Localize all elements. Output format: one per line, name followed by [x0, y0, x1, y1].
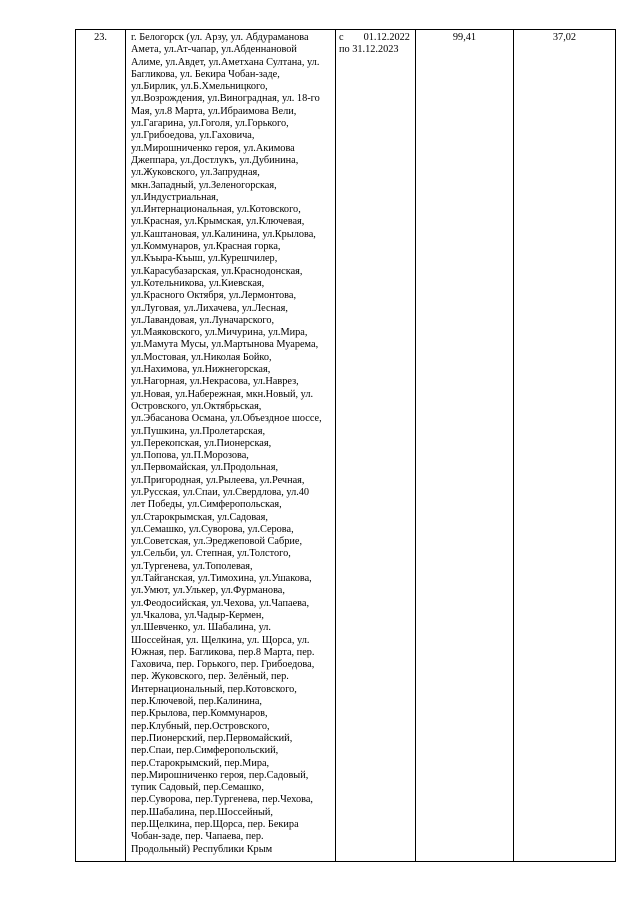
address-line: Алиме, ул.Авдет, ул.Аметхана Султана, ул.: [131, 56, 320, 68]
address-text: [131, 32, 332, 856]
address-line: ул.Мостовая, ул.Николая Бойко,: [131, 351, 272, 363]
period-start-date: 01.12.2022: [363, 32, 410, 43]
address-line: ул.Старокрымская, ул.Садовая,: [131, 511, 268, 523]
address-line: ул.Пригородная, ул.Рылеева, ул.Речная,: [131, 474, 305, 486]
row-number: 23.: [94, 32, 107, 43]
address-line: пер.Ключевой, пер.Калинина,: [131, 696, 262, 708]
address-line: ул.Красного Октября, ул.Лермонтова,: [131, 290, 297, 302]
table-row: [76, 30, 616, 862]
address-line: ул.Красная, ул.Крымская, ул.Ключевая,: [131, 216, 305, 228]
value-2-cell: [514, 30, 616, 862]
address-line: ул.Къыра-Къыш, ул.Курешчилер,: [131, 253, 278, 265]
address-line: ул.Семашко, ул.Суворова, ул.Серова,: [131, 523, 294, 535]
period-start-line: [339, 32, 412, 44]
value-1-cell: [416, 30, 514, 862]
address-cell: [126, 30, 336, 862]
address-line: пер.Щелкина, пер.Щорса, пер. Бекира: [131, 819, 299, 830]
address-line: пер.Мирошниченко героя, пер.Садовый,: [131, 769, 309, 781]
address-line: ул.Маяковского, ул.Мичурина, ул.Мира,: [131, 327, 308, 339]
address-line: пер.Пионерский, пер.Первомайский,: [131, 732, 293, 744]
address-line: ул.Русская, ул.Спаи, ул.Свердлова, ул.40: [131, 486, 310, 498]
address-line: ул.Гагарина, ул.Гоголя, ул.Горького,: [131, 118, 289, 130]
address-line: ул.Мамута Мусы, ул.Мартынова Муарема,: [131, 339, 319, 351]
address-line: ул.Советская, ул.Эреджеповой Сабрие,: [131, 536, 303, 548]
address-line: Шоссейная, ул. Щелкина, ул. Щорса, ул.: [131, 634, 310, 646]
address-line: ул.Нахимова, ул.Нижнегорская,: [131, 364, 271, 376]
address-line: ул.Нагорная, ул.Некрасова, ул.Наврез,: [131, 376, 299, 388]
address-line: ул.Чкалова, ул.Чадыр-Кермен,: [131, 609, 264, 621]
address-line: ул.Интернациональная, ул.Котовского,: [131, 204, 301, 216]
address-line: ул.Жуковского, ул.Запрудная,: [131, 167, 260, 179]
period-prefix: с: [339, 32, 344, 43]
value-1: 99,41: [452, 32, 477, 43]
address-line: ул.Шевченко, ул. Шабалина, ул.: [131, 622, 271, 634]
address-line: пер.Спаи, пер.Симферопольский,: [131, 745, 279, 757]
address-line: Чобан-заде, пер. Чапаева, пер.: [131, 831, 264, 843]
period-end-line: по 31.12.2023: [339, 44, 399, 56]
address-line: Южная, пер. Багликова, пер.8 Марта, пер.: [131, 646, 315, 658]
address-line: ул.Карасубазарская, ул.Краснодонская,: [131, 265, 303, 277]
address-line: ул.Умют, ул.Улькер, ул.Фурманова,: [131, 585, 285, 597]
address-line: пер.Суворова, пер.Тургенева, пер.Чехова,: [131, 794, 314, 806]
address-line: лет Победы, ул.Симферопольская,: [131, 499, 282, 511]
address-line: Продольный) Республики Крым: [131, 843, 273, 855]
tariff-table: [75, 29, 616, 862]
address-line: Островского, ул.Октябрьская,: [131, 400, 262, 412]
address-line: Джеппара, ул.Достлукъ, ул.Дубинина,: [131, 154, 299, 166]
address-line: ул.Грибоедова, ул.Гаховича,: [131, 130, 255, 142]
address-line: ул.Коммунаров, ул.Красная горка,: [131, 241, 281, 253]
period-cell: [336, 30, 416, 862]
address-line: ул.Тайганская, ул.Тимохина, ул.Ушакова,: [131, 573, 312, 585]
address-line: пер. Жуковского, пер. Зелёный, пер.: [131, 671, 289, 683]
address-line: ул.Феодосийская, ул.Чехова, ул.Чапаева,: [131, 597, 310, 609]
address-line: пер.Шабалина, пер.Шоссейный,: [131, 806, 273, 818]
address-line: Интернациональный, пер.Котовского,: [131, 683, 297, 695]
address-line: ул.Каштановая, ул.Калинина, ул.Крылова,: [131, 228, 316, 240]
address-line: ул.Луговая, ул.Лихачева, ул.Лесная,: [131, 302, 288, 314]
address-line: Мая, ул.8 Марта, ул.Ибраимова Вели,: [131, 105, 297, 117]
address-line: ул.Мирошниченко героя, ул.Акимова: [131, 142, 295, 154]
address-line: ул.Перекопская, ул.Пионерская,: [131, 437, 272, 449]
address-line: ул.Возрождения, ул.Виноградная, ул. 18-го: [131, 93, 320, 105]
address-line: г. Белогорск (ул. Арзу, ул. Абдураманова: [131, 32, 309, 43]
address-line: ул.Бирлик, ул.Б.Хмельницкого,: [131, 81, 268, 93]
row-number-cell: [76, 30, 126, 862]
value-2: 37,02: [552, 32, 577, 43]
address-line: Амета, ул.Ат-чапар, ул.Абденнановой: [131, 44, 297, 56]
address-line: ул.Первомайская, ул.Продольная,: [131, 462, 279, 474]
address-line: ул.Новая, ул.Набережная, мкн.Новый, ул.: [131, 388, 314, 400]
address-line: пер.Клубный, пер.Островского,: [131, 720, 270, 732]
address-line: ул.Попова, ул.П.Морозова,: [131, 450, 249, 462]
address-line: ул.Пушкина, ул.Пролетарская,: [131, 425, 266, 437]
address-line: Багликова, ул. Бекира Чобан-заде,: [131, 68, 280, 80]
address-line: ул.Тургенева, ул.Тополевая,: [131, 560, 253, 572]
address-line: мкн.Западный, ул.Зеленогорская,: [131, 179, 277, 191]
address-line: пер.Старокрымский, пер.Мира,: [131, 757, 270, 769]
address-line: ул.Лавандовая, ул.Луначарского,: [131, 314, 275, 326]
address-line: ул.Эбасанова Османа, ул.Объездное шоссе,: [131, 413, 322, 425]
address-line: Гаховича, пер. Горького, пер. Грибоедова,: [131, 659, 315, 671]
address-line: ул.Котельникова, ул.Киевская,: [131, 277, 265, 289]
address-line: ул.Сельби, ул. Степная, ул.Толстого,: [131, 548, 291, 560]
address-line: ул.Индустриальная,: [131, 191, 219, 203]
address-line: тупик Садовый, пер.Семашко,: [131, 782, 264, 794]
address-line: пер.Крылова, пер.Коммунаров,: [131, 708, 268, 720]
